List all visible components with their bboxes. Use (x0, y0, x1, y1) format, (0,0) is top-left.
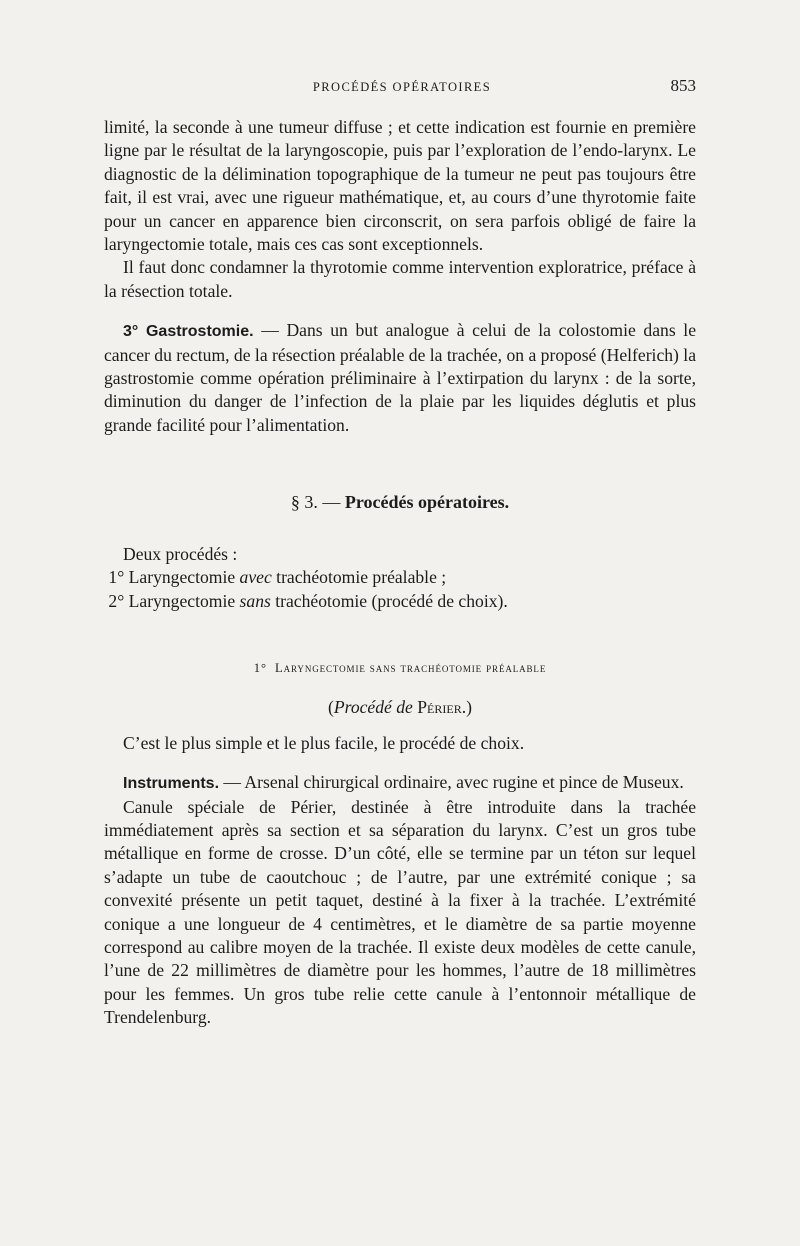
paragraph-thyrotomie: Il faut donc condamner la thyrotomie comme intervention exploratrice, préface à la résection totale. (104, 257, 696, 301)
procede-attribution (104, 696, 696, 719)
subsection-title: Laryngectomie sans trachéotomie préalable (275, 660, 547, 675)
list-item-sans (104, 590, 696, 613)
subsection-number: 1° (253, 660, 267, 675)
section-number: § 3. — (290, 492, 345, 513)
procede-open-paren: ( (328, 697, 334, 718)
paragraph-gastrostomie (104, 319, 696, 437)
list-item-avec (104, 566, 696, 589)
paragraph-continuation: limité, la seconde à une tumeur diffuse ; et cette indication est fournie en première ligne par le résultat de la laryngoscopie, puis par l’exploration de l’endo-larynx. Le diagnostic de la délimination topographique de la tumeur ne peut pas toujours être fait, il est vrai, avec une rigueur mathématique, et, au cours d’une thyrotomie faite pour un cancer en apparence bien circonscrit, on sera parfois obligé de faire la laryngectomie totale, mais ces cas sont exceptionnels. (104, 117, 696, 255)
list-item-2-number: 2° (108, 590, 125, 611)
instruments-label: Instruments. (123, 775, 220, 793)
subsection-heading (104, 657, 696, 680)
list-item-2-text: Laryngectomie (124, 590, 240, 611)
section-heading (104, 491, 696, 514)
paragraph-instruments (104, 771, 696, 795)
page-number: 853 (670, 76, 696, 95)
running-head (108, 76, 696, 100)
running-head-title: PROCÉDÉS OPÉRATOIRES (312, 80, 492, 94)
instruments-text: — Arsenal chirurgical ordinaire, avec rugine et pince de Museux. (219, 772, 684, 793)
list-item-1-rest: trachéotomie préalable ; (271, 567, 447, 588)
procede-label: Procédé de (333, 697, 413, 718)
list-item-1-emphasis: avec (239, 567, 272, 588)
gastrostomie-label: 3° Gastrostomie. (123, 323, 254, 341)
list-item-1-number: 1° (108, 567, 125, 588)
list-item-2-rest: trachéotomie (procédé de choix). (270, 590, 508, 611)
gastrostomie-text: — Dans un but analogue à celui de la colostomie dans le cancer du rectum, de la résection préalable de la trachée, on a proposé (Helferich) la gastrostomie comme opération préliminaire à l’extirpation du larynx : de la sorte, diminution du danger de l’infection de la plaie par les liquides déglutis et plus grande facilité pour l’alimentation. (104, 320, 697, 435)
section-title: Procédés opératoires. (344, 492, 510, 513)
body-text (104, 116, 696, 1030)
paragraph-choix: C’est le plus simple et le plus facile, le procédé de choix. (123, 732, 525, 753)
procede-surgeon-name: Périer (417, 697, 462, 718)
paragraph-canule: Canule spéciale de Périer, destinée à être introduite dans la trachée immédiatement après sa section et sa séparation du larynx. C’est un gros tube métallique en forme de crosse. D’un côté, elle se termine par un téton sur lequel s’adapte un tube de caoutchouc ; de l’autre, par une extrémité conique ; sa convexité présente un petit taquet, destiné à la fixer à la trachée. L’extrémité conique a une longueur de 4 centimètres, et le diamètre de sa partie moyenne correspond au calibre moyen de la trachée. Il existe deux modèles de cette canule, l’une de 22 millimètres de diamètre pour les hommes, l’autre de 18 millimètres pour les femmes. Un gros tube relie cette canule à l’entonnoir métallique de Trendelenburg. (104, 796, 696, 1028)
list-item-1-text: Laryngectomie (124, 567, 240, 588)
list-intro: Deux procédés : (123, 543, 238, 564)
procede-close-paren: .) (461, 697, 472, 718)
list-item-2-emphasis: sans (239, 590, 271, 611)
